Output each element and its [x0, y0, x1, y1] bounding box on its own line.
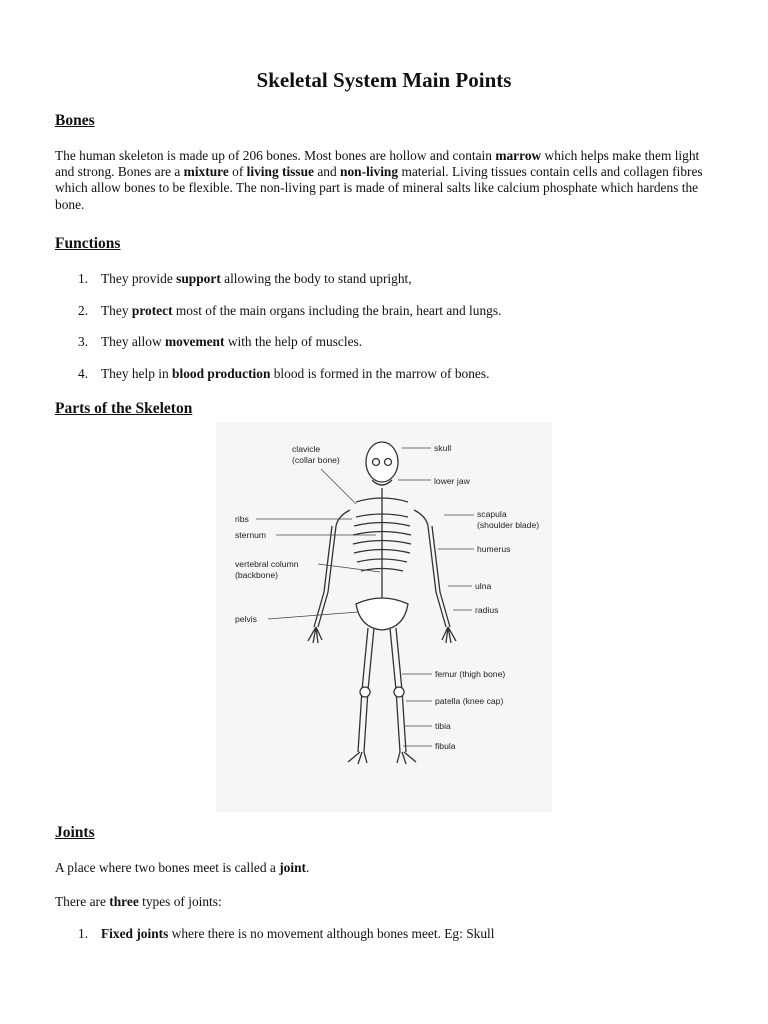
label-sternum: sternum — [235, 530, 267, 540]
label-ulna: ulna — [475, 581, 492, 591]
text-run: There are — [55, 894, 110, 909]
label-tibia: tibia — [435, 721, 451, 731]
function-item-3: 3. They allow movement with the help of muscles. — [78, 334, 363, 349]
label-clavicle: clavicle — [292, 444, 321, 454]
bold-term: protect — [131, 303, 173, 318]
label-lower-jaw: lower jaw — [434, 476, 470, 486]
label-radius: radius — [475, 605, 499, 615]
joints-types-intro — [55, 894, 222, 910]
text-run: most of the main organs including the brain, heart and lungs. — [172, 303, 502, 318]
bold-term: non-living — [340, 164, 399, 180]
bold-term: living tissue — [246, 164, 314, 180]
text-run: and — [314, 164, 341, 180]
label-scapula-sub: (shoulder blade) — [477, 520, 540, 530]
text-run: They provide — [101, 271, 177, 286]
label-scapula: scapula — [477, 509, 507, 519]
label-femur: femur (thigh bone) — [435, 669, 506, 679]
bold-term: movement — [164, 334, 225, 349]
joint-item-1: 1. Fixed joints where there is no movement although bones meet. Eg: Skull — [78, 926, 495, 941]
text-run: They allow — [101, 334, 165, 349]
text-run: material. Living tissues contain cells and collagen fibres which allow bones to be flexible. The non-living part is made of mineral salts like calcium phosphate which hardens the bone. — [55, 164, 703, 212]
label-patella: patella (knee cap) — [435, 696, 504, 706]
label-fibula: fibula — [435, 741, 456, 751]
joints-definition — [55, 860, 309, 876]
function-item-4: 4. They help in blood production blood is formed in the marrow of bones. — [78, 366, 490, 381]
bold-term: support — [176, 271, 221, 286]
bold-term: Fixed joints — [101, 926, 169, 941]
text-run: A place where two bones meet is called a — [55, 860, 280, 875]
label-ribs: ribs — [235, 514, 249, 524]
parts-heading: Parts of the Skeleton — [55, 400, 193, 417]
label-vertebral-column: vertebral column — [235, 559, 299, 569]
label-humerus: humerus — [477, 544, 511, 554]
skeleton-illustration — [216, 422, 552, 812]
bones-paragraph — [55, 148, 715, 213]
bold-term: blood production — [172, 366, 271, 381]
skeleton-diagram — [216, 422, 552, 812]
text-run: where there is no movement although bones meet. Eg: Skull — [168, 926, 495, 941]
text-run: which helps make them light and strong. Bones are a — [55, 148, 700, 180]
bold-term: mixture — [183, 164, 229, 180]
bold-term: marrow — [495, 148, 542, 163]
label-clavicle-sub: (collar bone) — [292, 455, 340, 465]
text-run: with the help of muscles. — [224, 334, 363, 349]
label-skull: skull — [434, 443, 452, 453]
text-run: They help in — [101, 366, 173, 381]
text-run: blood is formed in the marrow of bones. — [270, 366, 490, 381]
text-run: allowing the body to stand upright, — [220, 271, 412, 286]
text-run: of — [228, 164, 247, 180]
text-run: They — [101, 303, 132, 318]
function-item-2: 2. They protect most of the main organs including the brain, heart and lungs. — [78, 303, 502, 318]
label-pelvis: pelvis — [235, 614, 257, 624]
text-run: The human skeleton is made up of 206 bones. Most bones are hollow and contain — [55, 148, 496, 163]
label-vertebral-sub: (backbone) — [235, 570, 278, 580]
functions-heading: Functions — [55, 235, 121, 252]
function-item-1: 1. They provide support allowing the body to stand upright, — [78, 271, 412, 286]
joints-heading: Joints — [55, 824, 95, 841]
text-run: types of joints: — [138, 894, 222, 909]
bold-term: three — [109, 894, 139, 909]
bold-term: joint — [279, 860, 307, 875]
text-run: . — [306, 860, 310, 875]
bones-heading: Bones — [55, 112, 95, 129]
page-title: Skeletal System Main Points — [256, 68, 512, 92]
